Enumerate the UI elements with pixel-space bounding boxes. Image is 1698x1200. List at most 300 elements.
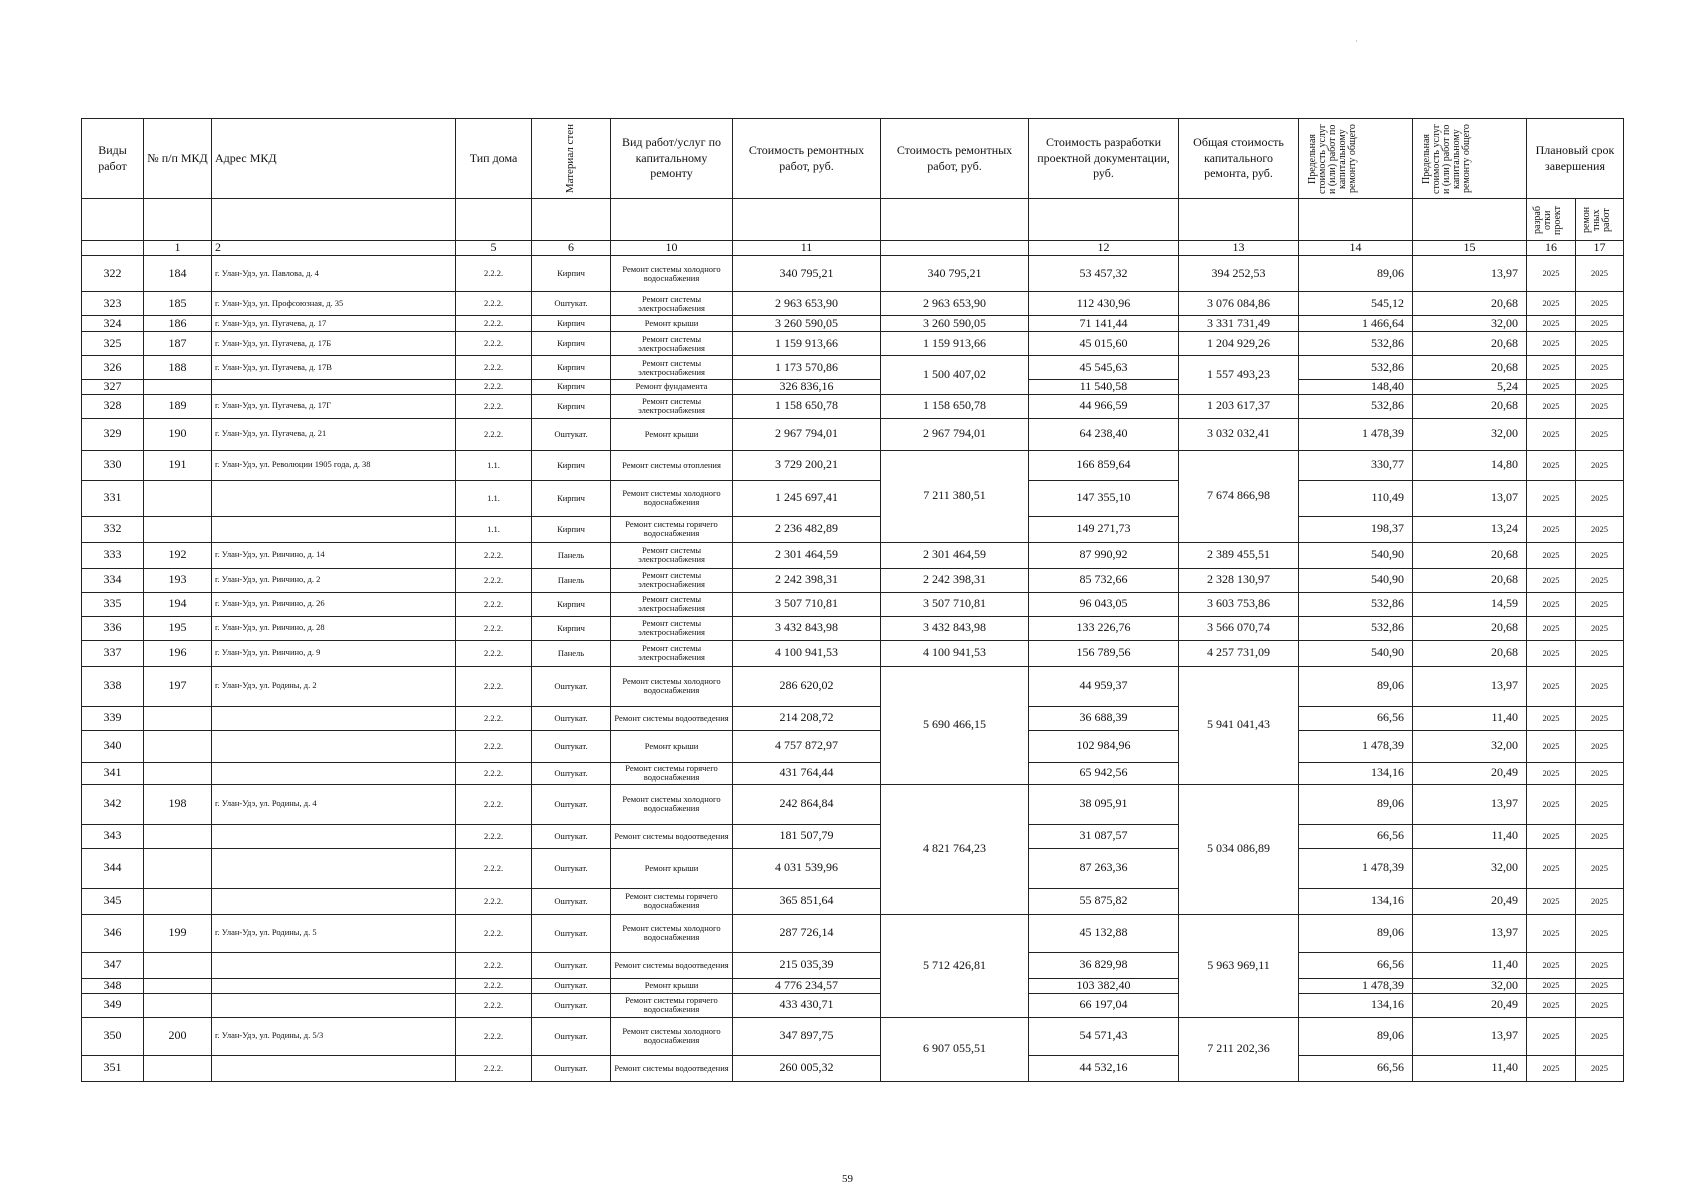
row-repair-cost: 326 836,16 xyxy=(733,380,881,395)
table-row xyxy=(82,1055,1624,1081)
row-work-type: Ремонт системы электроснабжения xyxy=(611,394,733,418)
row-repair-cost: 365 851,64 xyxy=(733,888,881,914)
row-wall-material: Оштукат. xyxy=(532,1017,611,1055)
row-deadline-design: 2025 xyxy=(1527,256,1576,292)
row-limit-cost-2: 13,97 xyxy=(1413,666,1527,706)
row-deadline-repair: 2025 xyxy=(1576,256,1624,292)
row-address xyxy=(212,848,456,888)
row-mkd-number: 192 xyxy=(144,542,212,568)
row-deadline-repair: 2025 xyxy=(1576,1055,1624,1081)
row-design-cost: 112 430,96 xyxy=(1029,292,1179,316)
table-row xyxy=(82,418,1624,450)
header-cost1: Стоимость ремонтных работ, руб. xyxy=(733,119,881,199)
row-limit-cost-2: 11,40 xyxy=(1413,952,1527,978)
row-limit-cost-2: 20,68 xyxy=(1413,542,1527,568)
row-total-cost: 3 076 084,86 xyxy=(1179,292,1299,316)
row-repair-cost: 3 432 843,98 xyxy=(733,616,881,640)
repair-plan-table-container xyxy=(81,118,1623,1082)
row-deadline-design: 2025 xyxy=(1527,516,1576,542)
row-limit-cost-1: 198,37 xyxy=(1299,516,1413,542)
row-repair-cost-total: 6 907 055,51 xyxy=(881,1017,1029,1081)
table-row xyxy=(82,706,1624,730)
row-deadline-repair: 2025 xyxy=(1576,418,1624,450)
row-wall-material: Кирпич xyxy=(532,332,611,356)
row-repair-cost: 431 764,44 xyxy=(733,762,881,784)
row-wall-material: Оштукат. xyxy=(532,978,611,993)
row-limit-cost-1: 66,56 xyxy=(1299,952,1413,978)
row-repair-cost: 433 430,71 xyxy=(733,993,881,1017)
row-work-type: Ремонт крыши xyxy=(611,730,733,762)
subheader-row xyxy=(82,199,1624,241)
header-addr: Адрес МКД xyxy=(212,119,456,199)
row-repair-cost: 2 301 464,59 xyxy=(733,542,881,568)
row-address: г. Улан-Удэ, ул. Ринчино, д. 28 xyxy=(212,616,456,640)
row-address xyxy=(212,706,456,730)
subheader-repair-label: ремон тных работ xyxy=(1580,206,1612,233)
row-total-cost: 3 603 753,86 xyxy=(1179,592,1299,616)
row-address xyxy=(212,978,456,993)
table-row xyxy=(82,394,1624,418)
row-limit-cost-2: 14,59 xyxy=(1413,592,1527,616)
row-design-cost: 44 532,16 xyxy=(1029,1055,1179,1081)
row-house-type: 2.2.2. xyxy=(456,394,532,418)
row-limit-cost-1: 545,12 xyxy=(1299,292,1413,316)
row-house-type: 2.2.2. xyxy=(456,316,532,332)
table-row xyxy=(82,332,1624,356)
row-total-cost: 3 032 032,41 xyxy=(1179,418,1299,450)
subheader-design xyxy=(1527,199,1576,241)
row-repair-cost-total: 2 301 464,59 xyxy=(881,542,1029,568)
header-design: Стоимость разработки проектной документации, руб. xyxy=(1029,119,1179,199)
row-vid: 327 xyxy=(82,380,144,395)
row-vid: 343 xyxy=(82,824,144,848)
row-design-cost: 44 966,59 xyxy=(1029,394,1179,418)
row-work-type: Ремонт системы холодного водоснабжения xyxy=(611,480,733,516)
row-mkd-number: 197 xyxy=(144,666,212,706)
row-repair-cost-total: 4 821 764,23 xyxy=(881,784,1029,914)
row-limit-cost-1: 540,90 xyxy=(1299,568,1413,592)
table-row xyxy=(82,316,1624,332)
row-limit-cost-2: 13,97 xyxy=(1413,1017,1527,1055)
row-mkd-number xyxy=(144,380,212,395)
row-vid: 330 xyxy=(82,450,144,480)
index-10: 10 xyxy=(611,241,733,256)
row-limit-cost-2: 5,24 xyxy=(1413,380,1527,395)
row-deadline-repair: 2025 xyxy=(1576,952,1624,978)
row-repair-cost: 347 897,75 xyxy=(733,1017,881,1055)
row-mkd-number xyxy=(144,993,212,1017)
row-wall-material: Кирпич xyxy=(532,616,611,640)
row-wall-material: Оштукат. xyxy=(532,762,611,784)
index-12: 12 xyxy=(1029,241,1179,256)
row-limit-cost-1: 1 478,39 xyxy=(1299,730,1413,762)
row-work-type: Ремонт системы электроснабжения xyxy=(611,356,733,380)
row-limit-cost-1: 134,16 xyxy=(1299,888,1413,914)
header-type: Тип дома xyxy=(456,119,532,199)
row-design-cost: 102 984,96 xyxy=(1029,730,1179,762)
row-house-type: 2.2.2. xyxy=(456,888,532,914)
row-house-type: 2.2.2. xyxy=(456,993,532,1017)
row-design-cost: 66 197,04 xyxy=(1029,993,1179,1017)
table-row xyxy=(82,952,1624,978)
row-wall-material: Оштукат. xyxy=(532,952,611,978)
row-work-type: Ремонт системы горячего водоснабжения xyxy=(611,762,733,784)
row-limit-cost-2: 20,68 xyxy=(1413,616,1527,640)
row-address: г. Улан-Удэ, ул. Родины, д. 4 xyxy=(212,784,456,824)
row-work-type: Ремонт системы электроснабжения xyxy=(611,332,733,356)
row-limit-cost-1: 532,86 xyxy=(1299,394,1413,418)
row-house-type: 2.2.2. xyxy=(456,332,532,356)
row-wall-material: Оштукат. xyxy=(532,666,611,706)
row-deadline-design: 2025 xyxy=(1527,978,1576,993)
row-limit-cost-2: 13,97 xyxy=(1413,784,1527,824)
row-total-cost: 2 328 130,97 xyxy=(1179,568,1299,592)
row-wall-material: Панель xyxy=(532,542,611,568)
row-address xyxy=(212,516,456,542)
row-house-type: 2.2.2. xyxy=(456,356,532,380)
table-row xyxy=(82,568,1624,592)
header-limit2 xyxy=(1413,119,1527,199)
row-work-type: Ремонт крыши xyxy=(611,316,733,332)
row-limit-cost-1: 1 466,64 xyxy=(1299,316,1413,332)
row-deadline-repair: 2025 xyxy=(1576,480,1624,516)
row-design-cost: 156 789,56 xyxy=(1029,640,1179,666)
row-total-cost: 2 389 455,51 xyxy=(1179,542,1299,568)
row-total-cost: 1 203 617,37 xyxy=(1179,394,1299,418)
row-wall-material: Оштукат. xyxy=(532,848,611,888)
row-design-cost: 45 545,63 xyxy=(1029,356,1179,380)
row-address: г. Улан-Удэ, ул. Пугачева, д. 17В xyxy=(212,356,456,380)
row-limit-cost-1: 330,77 xyxy=(1299,450,1413,480)
row-repair-cost-total: 2 963 653,90 xyxy=(881,292,1029,316)
row-limit-cost-1: 532,86 xyxy=(1299,332,1413,356)
table-row xyxy=(82,914,1624,952)
row-limit-cost-2: 20,68 xyxy=(1413,568,1527,592)
row-repair-cost: 287 726,14 xyxy=(733,914,881,952)
row-deadline-repair: 2025 xyxy=(1576,450,1624,480)
row-deadline-repair: 2025 xyxy=(1576,332,1624,356)
row-total-cost: 1 557 493,23 xyxy=(1179,356,1299,395)
row-limit-cost-2: 11,40 xyxy=(1413,706,1527,730)
row-repair-cost: 4 100 941,53 xyxy=(733,640,881,666)
row-work-type: Ремонт фундамента xyxy=(611,380,733,395)
row-house-type: 2.2.2. xyxy=(456,978,532,993)
row-wall-material: Оштукат. xyxy=(532,292,611,316)
row-deadline-design: 2025 xyxy=(1527,730,1576,762)
table-row xyxy=(82,480,1624,516)
row-deadline-repair: 2025 xyxy=(1576,666,1624,706)
row-limit-cost-2: 13,24 xyxy=(1413,516,1527,542)
row-work-type: Ремонт системы электроснабжения xyxy=(611,568,733,592)
row-address xyxy=(212,1055,456,1081)
row-deadline-design: 2025 xyxy=(1527,450,1576,480)
row-repair-cost-total: 3 507 710,81 xyxy=(881,592,1029,616)
row-repair-cost-total: 7 211 380,51 xyxy=(881,450,1029,542)
row-repair-cost: 1 159 913,66 xyxy=(733,332,881,356)
header-limit1-label: Предельная стоимость услуг и (или) работ по капитальному ремонту общего xyxy=(1306,123,1358,194)
row-wall-material: Оштукат. xyxy=(532,993,611,1017)
row-deadline-design: 2025 xyxy=(1527,542,1576,568)
row-vid: 341 xyxy=(82,762,144,784)
row-wall-material: Оштукат. xyxy=(532,418,611,450)
header-total: Общая стоимость капитального ремонта, руб. xyxy=(1179,119,1299,199)
row-wall-material: Оштукат. xyxy=(532,784,611,824)
row-house-type: 1.1. xyxy=(456,450,532,480)
row-house-type: 2.2.2. xyxy=(456,256,532,292)
header-row xyxy=(82,119,1624,199)
row-mkd-number: 185 xyxy=(144,292,212,316)
header-cost2: Стоимость ремонтных работ, руб. xyxy=(881,119,1029,199)
row-address: г. Улан-Удэ, ул. Ринчино, д. 9 xyxy=(212,640,456,666)
row-deadline-repair: 2025 xyxy=(1576,592,1624,616)
row-vid: 345 xyxy=(82,888,144,914)
row-limit-cost-2: 32,00 xyxy=(1413,418,1527,450)
row-deadline-repair: 2025 xyxy=(1576,516,1624,542)
row-mkd-number xyxy=(144,706,212,730)
row-deadline-design: 2025 xyxy=(1527,568,1576,592)
row-mkd-number xyxy=(144,824,212,848)
row-limit-cost-1: 89,06 xyxy=(1299,1017,1413,1055)
row-deadline-repair: 2025 xyxy=(1576,914,1624,952)
row-deadline-design: 2025 xyxy=(1527,640,1576,666)
row-house-type: 2.2.2. xyxy=(456,1017,532,1055)
row-design-cost: 53 457,32 xyxy=(1029,256,1179,292)
row-design-cost: 31 087,57 xyxy=(1029,824,1179,848)
row-repair-cost: 2 967 794,01 xyxy=(733,418,881,450)
row-repair-cost: 1 173 570,86 xyxy=(733,356,881,380)
row-total-cost: 3 331 731,49 xyxy=(1179,316,1299,332)
row-limit-cost-2: 20,49 xyxy=(1413,993,1527,1017)
row-wall-material: Оштукат. xyxy=(532,706,611,730)
row-vid: 326 xyxy=(82,356,144,380)
row-limit-cost-2: 11,40 xyxy=(1413,1055,1527,1081)
row-limit-cost-2: 20,49 xyxy=(1413,888,1527,914)
row-limit-cost-1: 532,86 xyxy=(1299,592,1413,616)
index-2: 2 xyxy=(212,241,456,256)
row-design-cost: 36 829,98 xyxy=(1029,952,1179,978)
row-deadline-design: 2025 xyxy=(1527,952,1576,978)
row-deadline-repair: 2025 xyxy=(1576,762,1624,784)
row-limit-cost-1: 1 478,39 xyxy=(1299,418,1413,450)
index-11: 11 xyxy=(733,241,881,256)
row-address xyxy=(212,888,456,914)
row-limit-cost-2: 32,00 xyxy=(1413,978,1527,993)
index-16: 16 xyxy=(1527,241,1576,256)
row-wall-material: Кирпич xyxy=(532,592,611,616)
row-work-type: Ремонт системы холодного водоснабжения xyxy=(611,784,733,824)
row-wall-material: Оштукат. xyxy=(532,914,611,952)
row-vid: 337 xyxy=(82,640,144,666)
row-total-cost: 7 211 202,36 xyxy=(1179,1017,1299,1081)
row-mkd-number: 193 xyxy=(144,568,212,592)
row-repair-cost-total: 1 500 407,02 xyxy=(881,356,1029,395)
row-house-type: 2.2.2. xyxy=(456,784,532,824)
row-mkd-number: 189 xyxy=(144,394,212,418)
row-repair-cost: 340 795,21 xyxy=(733,256,881,292)
row-work-type: Ремонт системы горячего водоснабжения xyxy=(611,516,733,542)
table-row xyxy=(82,450,1624,480)
row-address: г. Улан-Удэ, ул. Пугачева, д. 17 xyxy=(212,316,456,332)
row-design-cost: 55 875,82 xyxy=(1029,888,1179,914)
row-wall-material: Кирпич xyxy=(532,316,611,332)
row-deadline-design: 2025 xyxy=(1527,1055,1576,1081)
row-deadline-design: 2025 xyxy=(1527,418,1576,450)
row-house-type: 2.2.2. xyxy=(456,592,532,616)
row-limit-cost-1: 134,16 xyxy=(1299,993,1413,1017)
row-vid: 333 xyxy=(82,542,144,568)
row-work-type: Ремонт системы водоотведения xyxy=(611,1055,733,1081)
row-mkd-number: 195 xyxy=(144,616,212,640)
row-deadline-design: 2025 xyxy=(1527,332,1576,356)
row-deadline-repair: 2025 xyxy=(1576,824,1624,848)
index-13: 13 xyxy=(1179,241,1299,256)
row-limit-cost-1: 540,90 xyxy=(1299,640,1413,666)
row-deadline-design: 2025 xyxy=(1527,394,1576,418)
row-address xyxy=(212,824,456,848)
table-row xyxy=(82,592,1624,616)
row-vid: 342 xyxy=(82,784,144,824)
row-work-type: Ремонт системы холодного водоснабжения xyxy=(611,666,733,706)
row-repair-cost: 2 242 398,31 xyxy=(733,568,881,592)
row-deadline-design: 2025 xyxy=(1527,706,1576,730)
row-deadline-repair: 2025 xyxy=(1576,394,1624,418)
row-deadline-design: 2025 xyxy=(1527,762,1576,784)
row-deadline-repair: 2025 xyxy=(1576,784,1624,824)
row-mkd-number: 188 xyxy=(144,356,212,380)
subheader-design-label: разраб отки проект xyxy=(1532,205,1563,235)
row-design-cost: 45 132,88 xyxy=(1029,914,1179,952)
row-work-type: Ремонт системы водоотведения xyxy=(611,706,733,730)
row-design-cost: 71 141,44 xyxy=(1029,316,1179,332)
row-repair-cost-total: 4 100 941,53 xyxy=(881,640,1029,666)
row-house-type: 2.2.2. xyxy=(456,292,532,316)
row-design-cost: 11 540,58 xyxy=(1029,380,1179,395)
row-limit-cost-1: 148,40 xyxy=(1299,380,1413,395)
row-deadline-design: 2025 xyxy=(1527,292,1576,316)
subheader-repair xyxy=(1576,199,1624,241)
row-house-type: 2.2.2. xyxy=(456,730,532,762)
table-row xyxy=(82,380,1624,395)
row-limit-cost-2: 20,49 xyxy=(1413,762,1527,784)
header-material-label: Материал стен xyxy=(564,123,577,194)
row-vid: 347 xyxy=(82,952,144,978)
row-limit-cost-1: 532,86 xyxy=(1299,356,1413,380)
row-work-type: Ремонт системы электроснабжения xyxy=(611,292,733,316)
row-wall-material: Кирпич xyxy=(532,356,611,380)
row-mkd-number xyxy=(144,762,212,784)
row-mkd-number xyxy=(144,480,212,516)
row-house-type: 2.2.2. xyxy=(456,640,532,666)
row-vid: 328 xyxy=(82,394,144,418)
row-address xyxy=(212,730,456,762)
row-address: г. Улан-Удэ, ул. Профсоюзная, д. 35 xyxy=(212,292,456,316)
repair-plan-table xyxy=(81,118,1624,1082)
row-house-type: 2.2.2. xyxy=(456,762,532,784)
row-mkd-number: 190 xyxy=(144,418,212,450)
row-work-type: Ремонт системы горячего водоснабжения xyxy=(611,993,733,1017)
row-limit-cost-1: 89,06 xyxy=(1299,256,1413,292)
row-design-cost: 87 263,36 xyxy=(1029,848,1179,888)
row-address xyxy=(212,380,456,395)
row-deadline-design: 2025 xyxy=(1527,480,1576,516)
row-deadline-design: 2025 xyxy=(1527,784,1576,824)
row-limit-cost-2: 13,97 xyxy=(1413,914,1527,952)
row-repair-cost: 4 757 872,97 xyxy=(733,730,881,762)
table-row xyxy=(82,292,1624,316)
row-mkd-number: 199 xyxy=(144,914,212,952)
row-design-cost: 36 688,39 xyxy=(1029,706,1179,730)
row-design-cost: 38 095,91 xyxy=(1029,784,1179,824)
row-address: г. Улан-Удэ, ул. Пугачева, д. 21 xyxy=(212,418,456,450)
row-deadline-repair: 2025 xyxy=(1576,978,1624,993)
row-limit-cost-2: 20,68 xyxy=(1413,332,1527,356)
header-vid: Виды работ xyxy=(82,119,144,199)
table-row xyxy=(82,666,1624,706)
row-house-type: 2.2.2. xyxy=(456,568,532,592)
table-row xyxy=(82,888,1624,914)
header-limit2-label: Предельная стоимость услуг и (или) работ по капитальному ремонту общего xyxy=(1420,123,1472,194)
header-deadline: Плановый срок завершения xyxy=(1527,119,1624,199)
row-address: г. Улан-Удэ, ул. Родины, д. 5/3 xyxy=(212,1017,456,1055)
row-address: г. Улан-Удэ, ул. Ринчино, д. 26 xyxy=(212,592,456,616)
row-house-type: 2.2.2. xyxy=(456,380,532,395)
row-limit-cost-1: 89,06 xyxy=(1299,914,1413,952)
row-repair-cost: 260 005,32 xyxy=(733,1055,881,1081)
header-material xyxy=(532,119,611,199)
index-5: 5 xyxy=(456,241,532,256)
row-vid: 322 xyxy=(82,256,144,292)
row-house-type: 2.2.2. xyxy=(456,616,532,640)
row-work-type: Ремонт крыши xyxy=(611,978,733,993)
row-limit-cost-1: 89,06 xyxy=(1299,666,1413,706)
row-vid: 332 xyxy=(82,516,144,542)
row-deadline-repair: 2025 xyxy=(1576,380,1624,395)
row-design-cost: 44 959,37 xyxy=(1029,666,1179,706)
row-limit-cost-2: 20,68 xyxy=(1413,394,1527,418)
row-deadline-repair: 2025 xyxy=(1576,848,1624,888)
row-limit-cost-1: 66,56 xyxy=(1299,1055,1413,1081)
row-mkd-number: 196 xyxy=(144,640,212,666)
row-address xyxy=(212,952,456,978)
row-house-type: 1.1. xyxy=(456,480,532,516)
row-total-cost: 5 963 969,11 xyxy=(1179,914,1299,1017)
index-1: 1 xyxy=(144,241,212,256)
row-house-type: 2.2.2. xyxy=(456,542,532,568)
scan-mark: · xyxy=(1355,36,1358,46)
row-deadline-design: 2025 xyxy=(1527,824,1576,848)
row-vid: 339 xyxy=(82,706,144,730)
row-deadline-repair: 2025 xyxy=(1576,542,1624,568)
row-design-cost: 64 238,40 xyxy=(1029,418,1179,450)
index-15: 15 xyxy=(1413,241,1527,256)
row-address: г. Улан-Удэ, ул. Пугачева, д. 17Г xyxy=(212,394,456,418)
row-limit-cost-1: 66,56 xyxy=(1299,706,1413,730)
row-design-cost: 45 015,60 xyxy=(1029,332,1179,356)
column-index-row xyxy=(82,241,1624,256)
table-row xyxy=(82,762,1624,784)
row-repair-cost-total: 5 712 426,81 xyxy=(881,914,1029,1017)
row-work-type: Ремонт системы водоотведения xyxy=(611,952,733,978)
row-vid: 329 xyxy=(82,418,144,450)
row-repair-cost: 4 031 539,96 xyxy=(733,848,881,888)
row-address: г. Улан-Удэ, ул. Ринчино, д. 14 xyxy=(212,542,456,568)
row-limit-cost-2: 13,97 xyxy=(1413,256,1527,292)
row-total-cost: 5 941 041,43 xyxy=(1179,666,1299,784)
row-mkd-number xyxy=(144,1055,212,1081)
row-house-type: 2.2.2. xyxy=(456,914,532,952)
header-work: Вид работ/услуг по капитальному ремонту xyxy=(611,119,733,199)
row-wall-material: Панель xyxy=(532,640,611,666)
